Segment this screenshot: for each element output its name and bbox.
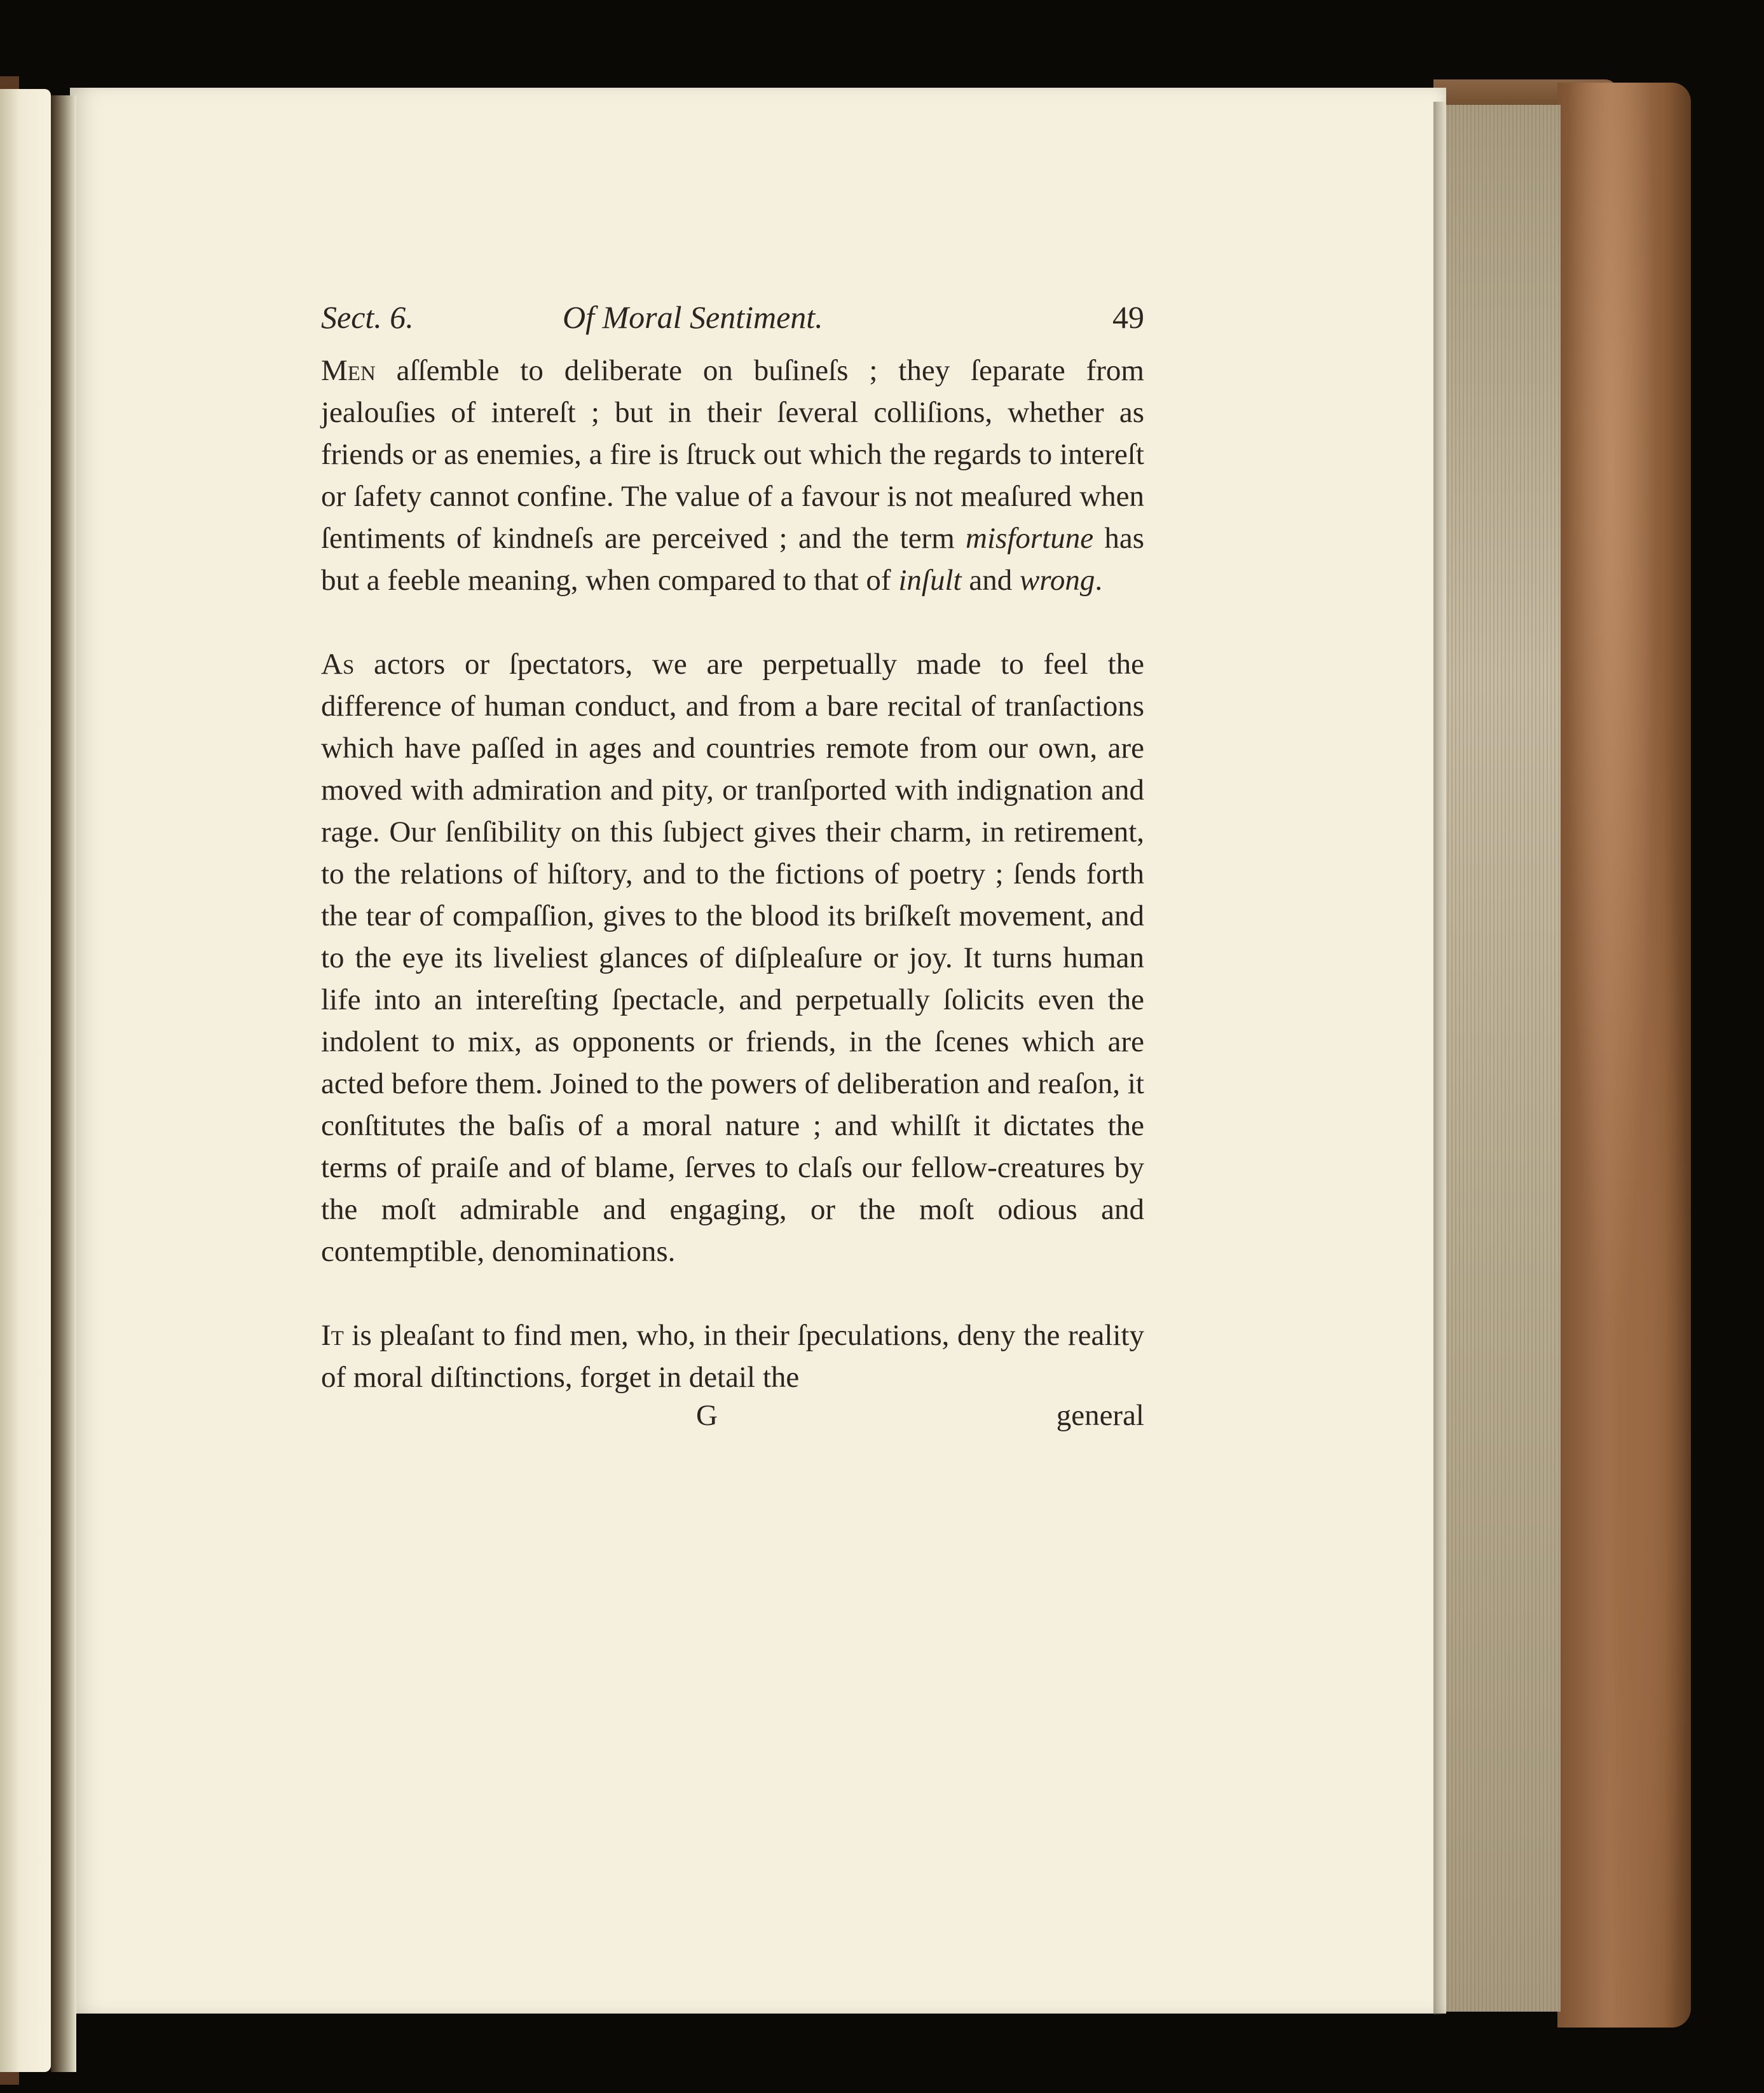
page-fore-edge (1440, 105, 1561, 2012)
signature-mark: G (696, 1399, 718, 1432)
paragraph-text: actors or ſpectators, we are perpetually made to feel the difference of human conduct, and from a bare recital of tranſactions which have paſſed in ages and countries remote from our own, are moved with admiration and pity, or tranſported with indignation and rage. Our ſenſibility on this ſubject gives their charm, in retirement, to the relations of hiſtory, and to the fictions of poetry ; ſends forth the tear of compaſſion, gives to the blood its briſkeſt movement, and to the eye its liveliest glances of diſpleaſure or joy. It turns human life into an intereſting ſpectacle, and perpetually ſolicits even the indolent to mix, as opponents or friends, in the ſcenes which are acted before them. Joined to the powers of deliberation and reaſon, it conſtitutes the baſis of a moral nature ; and whilſt it dictates the terms of praiſe and of blame, ſerves to claſs our fellow-creatures by the moſt admirable and engaging, or the moſt odious and contemptible, denominations. (321, 648, 1144, 1268)
italic-word: inſult (898, 564, 962, 597)
paragraph-text: aſſemble to deliberate on buſineſs ; they ſeparate from jealouſies of intereſt ; but in their ſeveral colliſions, whether as friends or as enemies, a fire is ſtruck out which the regards to intereſt or ſafety cannot confine. The value of a favour is not meaſured when ſentiments of kindneſs are perceived ; and the term (321, 354, 1144, 555)
paragraph-2 (321, 643, 1144, 1272)
section-label: Sect. 6. (321, 299, 414, 335)
paragraph-gap (321, 601, 1144, 643)
catchword: general (1056, 1399, 1144, 1432)
paragraph-text: . (1095, 564, 1103, 597)
leather-cover (1557, 83, 1691, 2028)
paragraph-lead: It (321, 1319, 344, 1352)
page-footer (321, 1398, 1144, 1443)
running-head (321, 299, 1144, 350)
paragraph-lead: Men (321, 354, 376, 387)
paragraph-lead: As (321, 648, 355, 681)
paragraph-text: and (961, 564, 1020, 597)
book-gutter (51, 95, 76, 2072)
running-title: Of Moral Sentiment. (563, 299, 823, 335)
paragraph-gap (321, 1272, 1144, 1314)
italic-word: misfortune (966, 522, 1094, 555)
page-edge-shadow (1433, 102, 1446, 2015)
page-number: 49 (1112, 299, 1144, 335)
page-text (321, 299, 1144, 1443)
italic-word: wrong (1019, 564, 1095, 597)
paragraph-text: is pleaſant to find men, who, in their ſpeculations, deny the reality of moral diſtinctions, forget in detail the (321, 1319, 1144, 1394)
paragraph-3 (321, 1314, 1144, 1398)
paragraph-text: has but a feeble meaning, when compared to that of (321, 522, 1145, 597)
facing-page-sliver (0, 89, 51, 2072)
paragraph-1 (321, 350, 1144, 601)
